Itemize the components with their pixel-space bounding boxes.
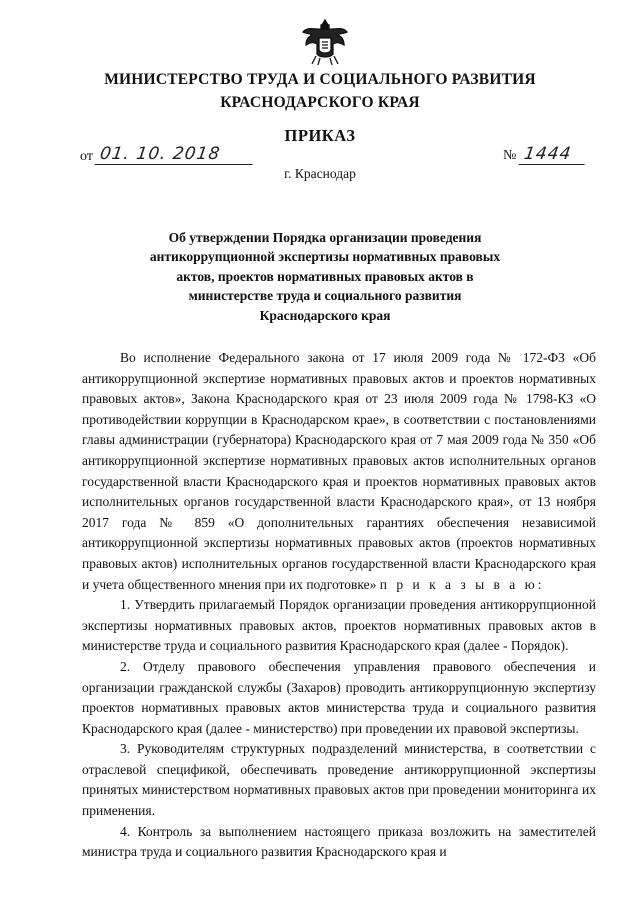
item-1-paragraph: 1. Утвердить прилагаемый Порядок организации проведения антикоррупционной экспертизы нормативных правовых актов, проектов нормативных правовых актов в министерстве труда и социального развития Краснодарского края (далее - Порядок). [82, 597, 596, 654]
item-2-paragraph: 2. Отделу правового обеспечения управления правового обеспечения и организации гражданской службы (Захаров) проводить антикоррупционную экспертизу проектов нормативных правовых актов министерства труда и социального развития Краснодарского края (далее - министерство) при проведении их правовой экспертизы. [82, 658, 596, 736]
ministry-name-line2: КРАСНОДАРСКОГО КРАЯ [220, 94, 420, 111]
item-4-paragraph: 4. Контроль за выполнением настоящего приказа возложить на заместителей министра труда и социального развития Краснодарского края и [82, 823, 596, 860]
preamble-text: Во исполнение Федерального закона от 17 июля 2009 года № 172-ФЗ «Об антикоррупционной экспертизе нормативных правовых актов и проектов нормативных правовых актов», Закона Краснодарского края от 23 июля 2009 года № 1798-КЗ «О противодействии коррупции в Краснодарском крае», в соответствии с постановлениями главы администрации (губернатора) Краснодарского края от 7 мая 2009 года № 350 «Об антикоррупционной экспертизе нормативных правовых актов исполнительных органов государственной власти Краснодарского края и проектов нормативных правовых актов исполнительных органов государственной власти Краснодарского края», от 13 ноября 2017 года № 859 «О дополнительных гарантиях обеспечения независимой антикоррупционной экспертизы нормативных правовых актов (проектов нормативных правовых актов) исполнительных органов государственной власти Краснодарского края и учета общественного мнения при их подготовке» [82, 350, 596, 592]
item-3-paragraph: 3. Руководителям структурных подразделений министерства, в соответствии с отраслевой спецификой, обеспечивать проведение антикоррупционной экспертизы принятых министерством нормативных правовых актов при проведении мониторинга их применения. [82, 741, 596, 819]
title-line: Об утверждении Порядка организации проведения [168, 230, 482, 245]
title-line: министерстве труда и социального развития [188, 288, 462, 304]
ministry-header [0, 68, 640, 114]
title-line: актов, проектов нормативных правовых актов в [176, 268, 474, 284]
document-title [110, 228, 540, 325]
order-word: п р и к а з ы в а ю: [379, 576, 545, 592]
preamble-paragraph [82, 348, 596, 595]
coat-of-arms-icon [300, 18, 350, 66]
ministry-name-line1: МИНИСТЕРСТВО ТРУДА И СОЦИАЛЬНОГО РАЗВИТИЯ [104, 71, 536, 88]
date-value: 01. 10. 2018 [95, 144, 256, 165]
document-number [503, 144, 586, 165]
document-date [80, 144, 254, 165]
number-value: 1444 [518, 144, 587, 165]
document-body [82, 348, 596, 863]
document-city: г. Краснодар [284, 166, 356, 181]
number-label: № [503, 148, 517, 163]
title-line: антикоррупционной экспертизы нормативных правовых [149, 249, 501, 265]
date-label: от [80, 149, 93, 164]
title-line: Краснодарского края [259, 307, 391, 323]
document-type: ПРИКАЗ [284, 126, 356, 145]
